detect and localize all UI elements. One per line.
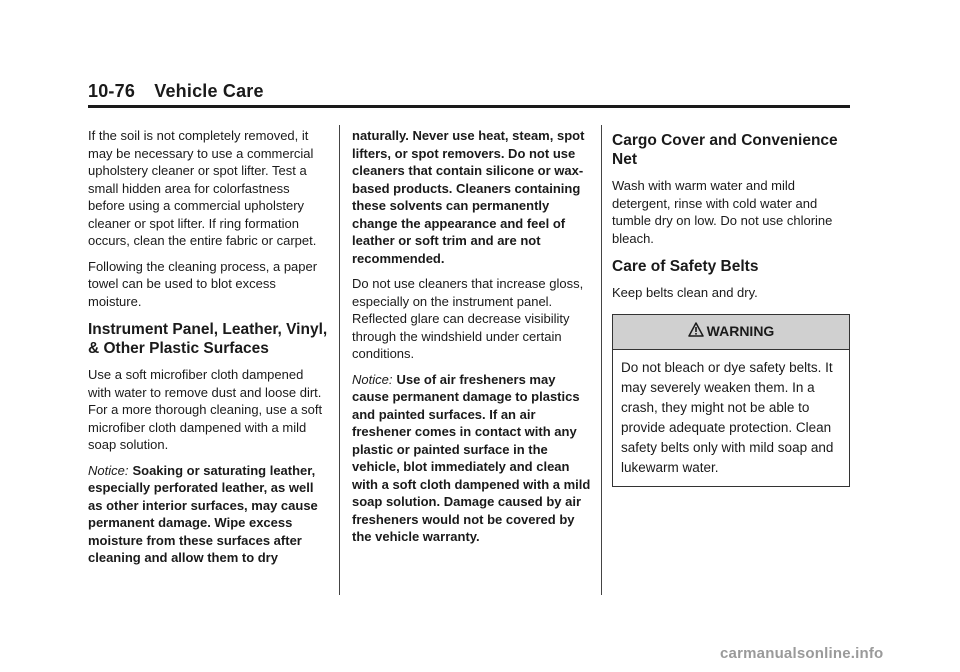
paragraph-safety-belts: Keep belts clean and dry. bbox=[612, 285, 758, 300]
watermark: carmanualsonline.info bbox=[720, 645, 884, 662]
column-3 bbox=[612, 127, 850, 487]
warning-header bbox=[613, 315, 849, 350]
notice-air-fresheners bbox=[352, 371, 592, 546]
paragraph-soil: If the soil is not completely removed, it may be necessary to use a commercial upholstery cleaner or spot lifter. Test a small hidden area for colorfastness before using a commercial upholstery cleaner or spot lifter. If ring formation occurs, clean the entire fabric or carpet. bbox=[88, 128, 317, 248]
section-title: Vehicle Care bbox=[154, 81, 264, 101]
column-divider-1 bbox=[339, 125, 340, 595]
page-number: 10-76 bbox=[88, 81, 136, 101]
notice-continued: naturally. Never use heat, steam, spot lifters, or spot removers. Do not use cleaners that contain silicone or wax-based products. Cleaners containing these solvents can permanently change the appearance and feel of leather or soft trim and are not recommended. bbox=[352, 128, 585, 266]
notice-text: Use of air fresheners may cause permanent damage to plastics and painted surfaces. If an air freshener comes in contact with any plastic or painted surface in the vehicle, blot immediately and clean with a soft cloth dampened with a mild soap solution. Damage caused by air fresheners would not be covered by the vehicle warranty. bbox=[352, 371, 591, 544]
notice-soaking bbox=[88, 462, 328, 567]
header-rule bbox=[88, 105, 850, 108]
notice-label: Notice: bbox=[352, 371, 393, 387]
warning-triangle-icon bbox=[688, 322, 707, 342]
column-1 bbox=[88, 127, 328, 575]
heading-safety-belts: Care of Safety Belts bbox=[612, 258, 759, 275]
heading-cargo-cover: Cargo Cover and Convenience Net bbox=[612, 132, 838, 168]
column-divider-2 bbox=[601, 125, 602, 595]
warning-text: Do not bleach or dye safety belts. It may severely weaken them. In a crash, they might not be able to provide adequate protection. Clean safety belts only with mild soap and lukewarm water. bbox=[621, 359, 834, 475]
page-header bbox=[88, 80, 850, 108]
notice-text: Soaking or saturating leather, especially perforated leather, as well as other interior surfaces, may cause permanent damage. Wipe excess moisture from these surfaces after cleaning and allow them to dry bbox=[88, 462, 318, 565]
paragraph-microfiber: Use a soft microfiber cloth dampened with water to remove dust and loose dirt. For a more thorough cleaning, use a soft microfiber cloth dampened with a mild soap solution. bbox=[88, 367, 323, 452]
paragraph-blot: Following the cleaning process, a paper towel can be used to blot excess moisture. bbox=[88, 258, 318, 309]
heading-instrument-panel: Instrument Panel, Leather, Vinyl, & Other Plastic Surfaces bbox=[88, 321, 328, 357]
paragraph-gloss: Do not use cleaners that increase gloss, especially on the instrument panel. Reflected glare can decrease visibility through the windshield under certain conditions. bbox=[352, 276, 584, 361]
notice-label: Notice: bbox=[88, 462, 129, 478]
paragraph-cargo-cover: Wash with warm water and mild detergent, rinse with cold water and tumble dry on low. Do not use chlorine bleach. bbox=[612, 178, 833, 246]
warning-title: WARNING bbox=[706, 322, 775, 339]
header-text bbox=[88, 80, 850, 102]
warning-box bbox=[612, 314, 850, 487]
column-2 bbox=[352, 127, 592, 554]
